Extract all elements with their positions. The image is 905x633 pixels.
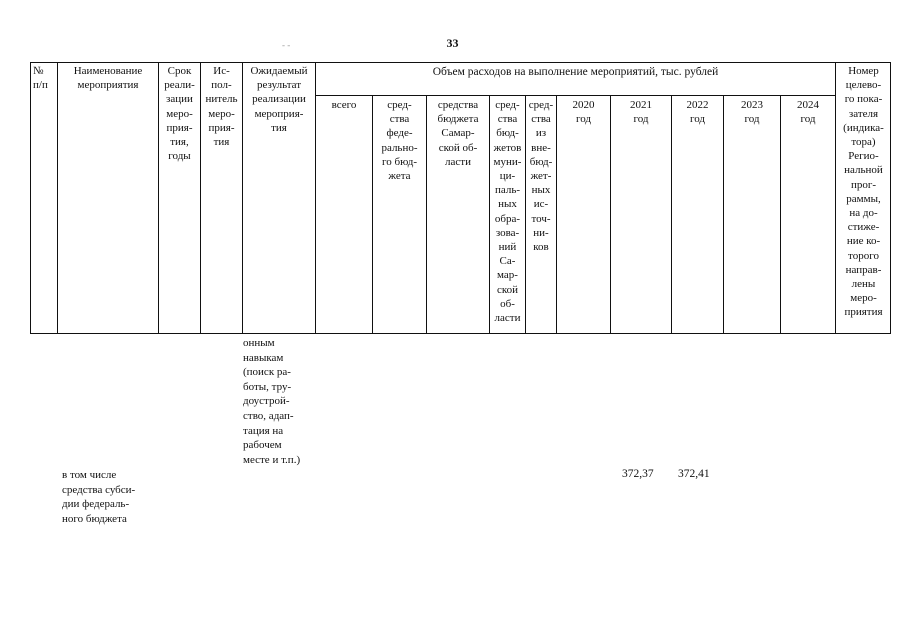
subheader-year-2024: 2024 год (797, 99, 819, 126)
page-number: 33 (446, 36, 459, 50)
subheader-year-2020: 2020 год (572, 99, 595, 126)
col-header-expected-result: Ожидаемый результат реализации мероприя- тия (250, 65, 308, 134)
col-header-number: № п/п (33, 65, 48, 92)
subheader-total: всего (331, 99, 357, 111)
col-header-expenses-group: Объем расходов на выполнение мероприятий, тыс. рублей (432, 66, 719, 78)
expected-result-continuation: онным навыкам (поиск ра- боты, тру- доустрой- ство, адап- тация на рабочем месте и т.п.) (243, 337, 301, 466)
subheader-extrabudgetary: сред- ства из вне- бюд- жет- ных ис- точ- ни- ков (528, 99, 554, 254)
subheader-federal-budget: сред- ства феде- рально- го бюд- жета (381, 99, 418, 183)
subheader-year-2021: 2021 год (630, 99, 652, 126)
col-header-indicator: Номер целево- го пока- зателя (индика- тора) Регио- нальной прог- раммы, на до- стиже- ние ко- торого направ- лены меро- приятия (843, 65, 884, 319)
col-header-term: Срок реали- зации меро- прия- тия, годы (164, 65, 195, 163)
scan-mark: - - (282, 40, 291, 50)
subheader-year-2022: 2022 год (686, 99, 709, 126)
subheader-municipal-budgets: сред- ства бюд- жетов муни- ци- паль- ных обра- зова- ний Са- мар- ской об- ласти (493, 99, 522, 325)
value-2021: 372,37 (622, 468, 654, 480)
subheader-regional-budget: средства бюджета Самар- ской об- ласти (437, 99, 479, 168)
value-2022: 372,41 (678, 468, 710, 480)
col-header-executor: Ис- пол- нитель меро- прия- тия (205, 65, 238, 149)
subsidy-federal-label: в том числе средства субси- дии федераль- ного бюджета (62, 469, 136, 525)
table-header (30, 62, 891, 334)
col-header-name: Наименование мероприятия (73, 65, 143, 92)
subheader-year-2023: 2023 год (741, 99, 763, 126)
